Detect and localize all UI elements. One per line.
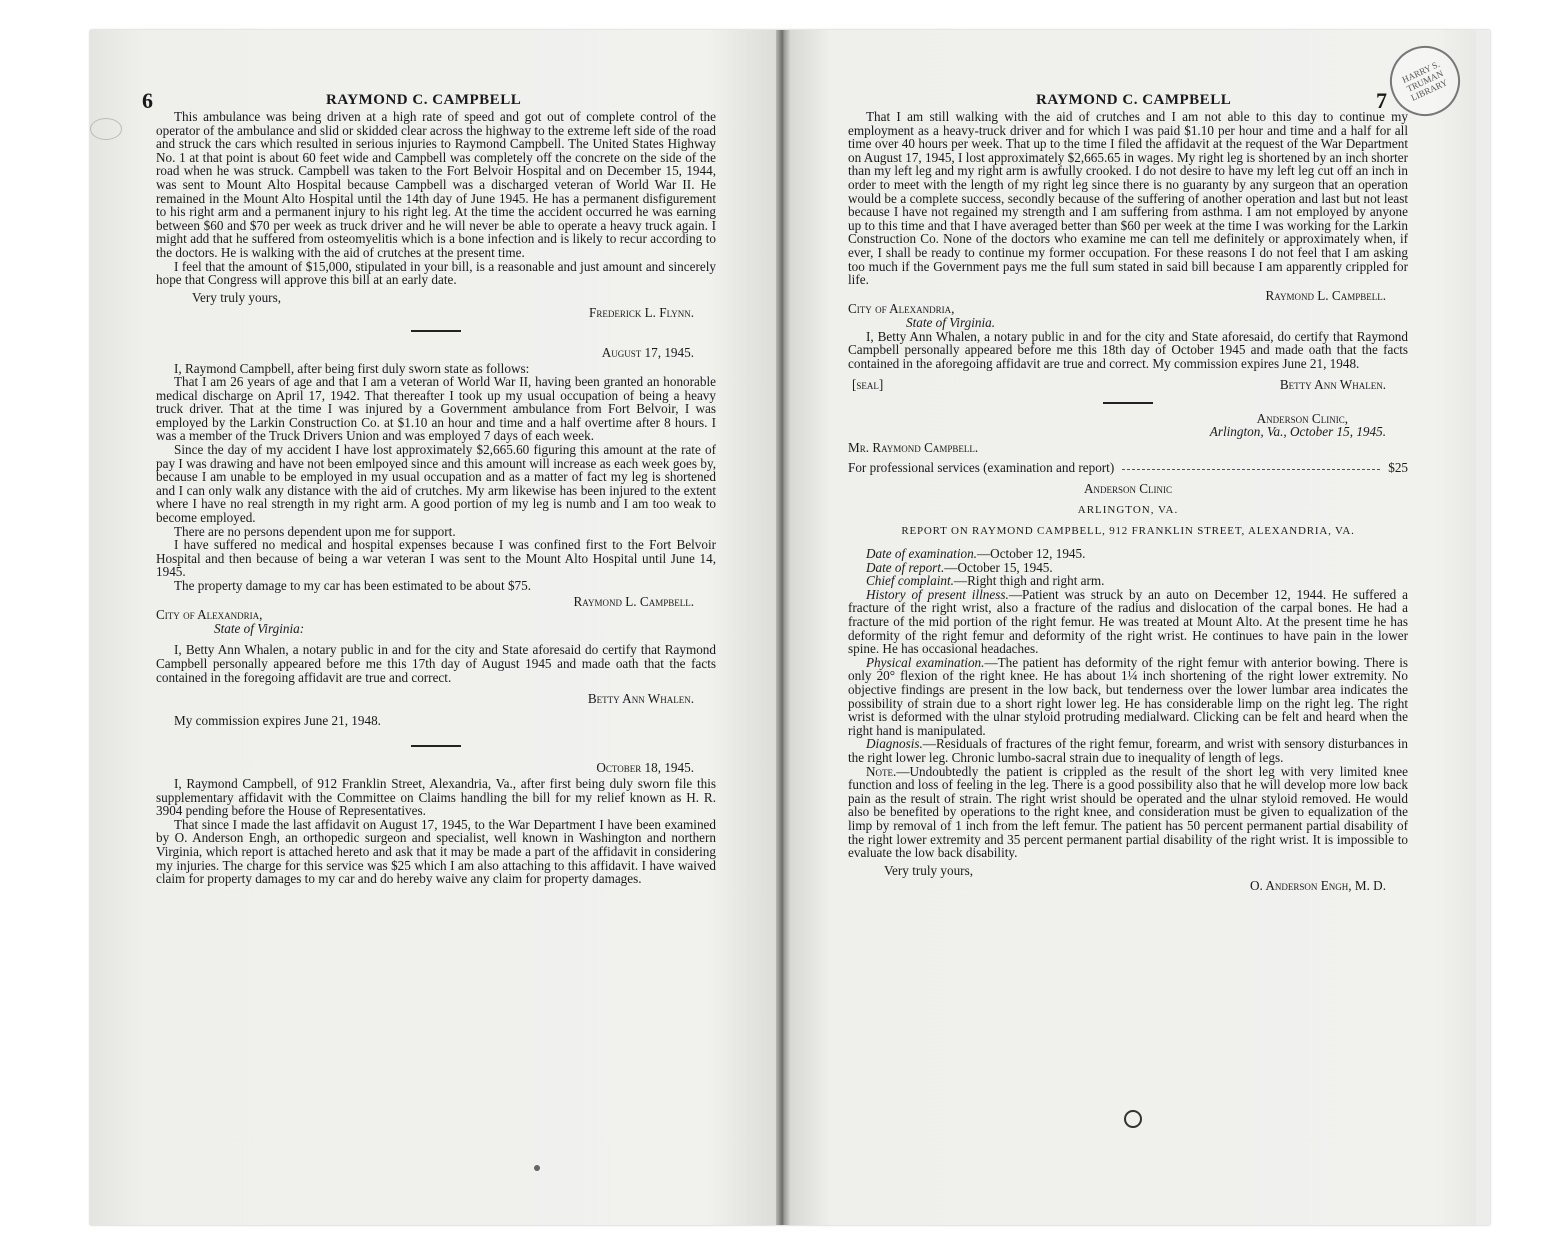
left-column	[156, 110, 716, 886]
date-line: October 18, 1945.	[596, 760, 694, 776]
report-field	[848, 561, 1408, 575]
paragraph: I, Raymond Campbell, after being first duly sworn state as follows:	[174, 360, 530, 376]
field-label: Date of report.	[866, 559, 945, 575]
signature: Raymond L. Campbell.	[573, 593, 694, 609]
field-value: —October 15, 1945.	[944, 559, 1053, 575]
field-label: Physical examination.	[866, 654, 985, 670]
field-value: —October 12, 1945.	[976, 546, 1086, 562]
clinic-name: Anderson Clinic,	[1256, 410, 1348, 426]
field-value: —Patient was struck by an auto on December 12, 1944. He suffered a fracture of the right wrist, also a fracture of the radius and dislocation of the carpal bones. He had a fracture of the mid portion of the right femur. He was treated at Mount Alto. At the present time he has deformity of the right femur and deformity of the right wrist. He continues to have pain in the lower spine. He has occasional headaches.	[848, 586, 1409, 657]
report-field	[848, 656, 1408, 738]
state-line: State of Virginia:	[214, 620, 305, 636]
city-line: City of Alexandria,	[156, 607, 263, 623]
report-field	[848, 574, 1408, 588]
paragraph: That since I made the last affidavit on August 17, 1945, to the War Department I have been examined by O. Anderson Engh, an orthopedic surgeon and specialist, well known in Washington and northern Virginia, which report is attached hereto and ask that it may be made a part of the affidavit in considering my injuries. The charge for this service was $25 which I am also attaching to this affidavit. I have waived claim for property damages to my car and do hereby waive any claim for property damages.	[156, 816, 716, 887]
paragraph: I, Betty Ann Whalen, a notary public in and for the city and State aforesaid, do certify that Raymond Campbell personally appeared before me this 18th day of October 1945 and made oath that the facts contained in the aforegoing affidavit are true and correct. My commission expires June 21, 1948.	[848, 328, 1408, 371]
paragraph: That I am still walking with the aid of crutches and I am not able to this day to continue my employment as a heavy-truck driver and for which I was paid $1.10 per hour and time and a half for all time over 40 hours per week. That up to the time I filed the affidavit at the request of the War Department on August 17, 1945, I lost approximately $2,665.65 in wages. My right leg is shortened by an inch shorter than my left leg and my right arm is awfully crooked. I do not desire to have my left leg cut off an inch in order to meet with the length of my right leg since there is no guaranty by any surgeon that an operation would be a complete success, secondly because of the suffering of another operation and last but not least because I have not regained my strength and I am suffering from asthma. I am not employed by anyone up to this time and that I have averaged better than $60 per week at the time I was working for the Larkin Construction Co. None of the doctors who examine me can tell me definitely or approximately when, if ever, I shall be ready to continue my former occupation. For these reasons I do not feel that I am asking too much if the Government pays me the full sum stated in said bill because I am apparently crippled for life.	[848, 109, 1408, 288]
report-field	[848, 737, 1408, 764]
faded-stamp-mark	[90, 118, 122, 140]
paragraph: I feel that the amount of $15,000, stipulated in your bill, is a reasonable and just amount and sincerely hope that Congress will approve this bill at an early date.	[156, 258, 716, 288]
field-value: —Undoubtedly the patient is crippled as the result of the short leg with very limited knee function and loss of feeling in the leg. There is a good possibility also that he will develop more low back pain as the result of strain. The right wrist should be operated and the ulnar styloid removed. He would also be benefited by operations to the right knee, and consideration must be given to equalization of the limp by removal of 1 inch from the left femur. The patient has 50 percent permanent partial disability of the right lower extremity and 35 percent permanent partial disability of the right wrist. It is impossible to evaluate the low back disability.	[848, 763, 1408, 861]
seal-label: [seal]	[852, 377, 884, 393]
divider	[411, 330, 461, 332]
paragraph: I have suffered no medical and hospital expenses because I was confined first to the Fort Belvoir Hospital and then because of being a war veteran I was sent to the Mount Alto Hospital until June 14, 1945.	[156, 537, 716, 580]
closing: Very truly yours,	[884, 862, 974, 878]
running-header: RAYMOND C. CAMPBELL	[1036, 92, 1232, 108]
signature: Frederick L. Flynn.	[588, 305, 694, 321]
field-label: Date of examination.	[866, 546, 977, 562]
services-amount: $25	[1388, 459, 1408, 475]
right-column	[848, 110, 1408, 893]
field-value: —Right thigh and right arm.	[953, 573, 1105, 589]
signature: Raymond L. Campbell.	[1265, 287, 1386, 303]
page-number: 6	[142, 88, 153, 113]
report-field	[848, 765, 1408, 860]
document-spread	[90, 30, 1490, 1225]
running-header: RAYMOND C. CAMPBELL	[326, 92, 522, 108]
signature: Betty Ann Whalen.	[1279, 377, 1386, 393]
date-line: August 17, 1945.	[601, 344, 694, 360]
report-title: REPORT ON RAYMOND CAMPBELL, 912 FRANKLIN STREET, ALEXANDRIA, VA.	[901, 525, 1355, 538]
paragraph: I, Betty Ann Whalen, a notary public in and for the city and State aforesaid do certify that Raymond Campbell personally appeared before me this 17th day of August 1945 and made oath that the facts contained in the foregoing affidavit are true and correct.	[156, 642, 716, 685]
signature: Betty Ann Whalen.	[587, 691, 694, 707]
paragraph: That I am 26 years of age and that I am a veteran of World War II, having been granted an honorable medical discharge on April 17, 1942. That thereafter I took up my usual occupation of being a heavy truck driver. That at the time I was injured by a Government ambulance from Fort Belvoir, I was employed by the Larkin Construction Co. at $1.10 an hour and time and a half overtime after 8 hours. I was a member of the Truck Drivers Union and was employed 7 days of each week.	[156, 374, 716, 444]
paragraph: Since the day of my accident I have lost approximately $2,665.60 figuring this amount at the rate of pay I was drawing and have not been emlpoyed since and this amount will increase as each week goes by, because I am unable to be employed in my usual occupation and as a matter of fact my leg is shortened and I can only walk any distance with the aid of crutches. My arm likewise has been injured to the extent where I have no real strength in my right arm. A good portion of my leg is numb and I am too weak to become employed.	[156, 442, 716, 526]
state-line: State of Virginia.	[906, 314, 996, 330]
paragraph: There are no persons dependent upon me for support.	[174, 523, 456, 539]
field-label: History of present illness.	[866, 586, 1009, 602]
clinic-city: ARLINGTON, VA.	[1077, 503, 1179, 516]
field-value: —The patient has deformity of the right femur with anterior bowing. There is only 20° flexion of the right knee. He has about 1¼ inch shortening of the right lower extremity. No objective findings are present in the low back, but tenderness over the lower lumbar area indicates the possibility of strain due to a short right lower leg. He has considerable limp on the right leg. The right wrist is deformed with the ulnar styloid protruding medialward. Clicking can be felt and heard when the right hand is manipulated.	[848, 654, 1409, 738]
field-label: Chief complaint.	[866, 573, 954, 589]
book-gutter	[776, 30, 790, 1225]
report-field	[848, 547, 1408, 561]
stamp-text: HARRY S. TRUMAN LIBRARY	[1400, 58, 1450, 103]
clinic-place-date: Arlington, Va., October 15, 1945.	[1209, 424, 1386, 440]
page-mark	[534, 1165, 540, 1171]
services-line: For professional services (examination and report)	[848, 459, 1115, 475]
dot-leader	[1122, 461, 1380, 471]
commission-line: My commission expires June 21, 1948.	[174, 712, 381, 728]
clinic-heading: Anderson Clinic	[1083, 481, 1173, 497]
signature: O. Anderson Engh, M. D.	[1249, 878, 1386, 894]
right-page	[790, 30, 1476, 1225]
addressee: Mr. Raymond Campbell.	[848, 440, 979, 456]
paragraph: I, Raymond Campbell, of 912 Franklin Street, Alexandria, Va., after first being duly sworn file this supplementary affidavit with the Committee on Claims handling the bill for my relief known as H. R. 3904 pending before the House of Representatives.	[156, 775, 716, 819]
closing: Very truly yours,	[192, 289, 282, 305]
divider	[411, 745, 461, 747]
page-number: 7	[1376, 88, 1387, 113]
report-field	[848, 588, 1408, 656]
left-page	[90, 30, 776, 1225]
field-value: —Residuals of fractures of the right femur, forearm, and wrist with sensory disturbances in the right lower leg. Chronic lumbo-sacral strain due to inequality of length of legs.	[848, 736, 1408, 765]
field-label: Note.	[866, 763, 897, 779]
divider	[1103, 402, 1153, 404]
paragraph: The property damage to my car has been estimated to be about $75.	[174, 578, 532, 593]
city-line: City of Alexandria,	[848, 301, 955, 317]
field-label: Diagnosis.	[866, 736, 923, 752]
punch-hole	[1124, 1110, 1142, 1128]
paragraph: This ambulance was being driven at a high rate of speed and got out of complete control of the operator of the ambulance and slid or skidded clear across the highway to the extreme left side of the road and struck the cars which resulted in serious injuries to Raymond Campbell. The United States Highway No. 1 at that point is about 60 feet wide and Campbell was completely off the concrete on the side of the road when he was struck. Campbell was taken to the Fort Belvoir Hospital and on December 15, 1944, was sent to Mount Alto Hospital because Campbell was a discharged veteran of World War II. He remained in the Mount Alto Hospital until the 14th day of June 1945. He has a permanent disfigurement to his right arm and a permanent injury to his right leg. At the time the accident occurred he was earning between $60 and $70 per week as truck driver and he will never be able to operate a heavy truck again. I might add that he suffered from osteomyelitis which is a bone infection and is likely to recur according to the doctors. He is walking with the aid of crutches at the present time.	[156, 109, 716, 260]
